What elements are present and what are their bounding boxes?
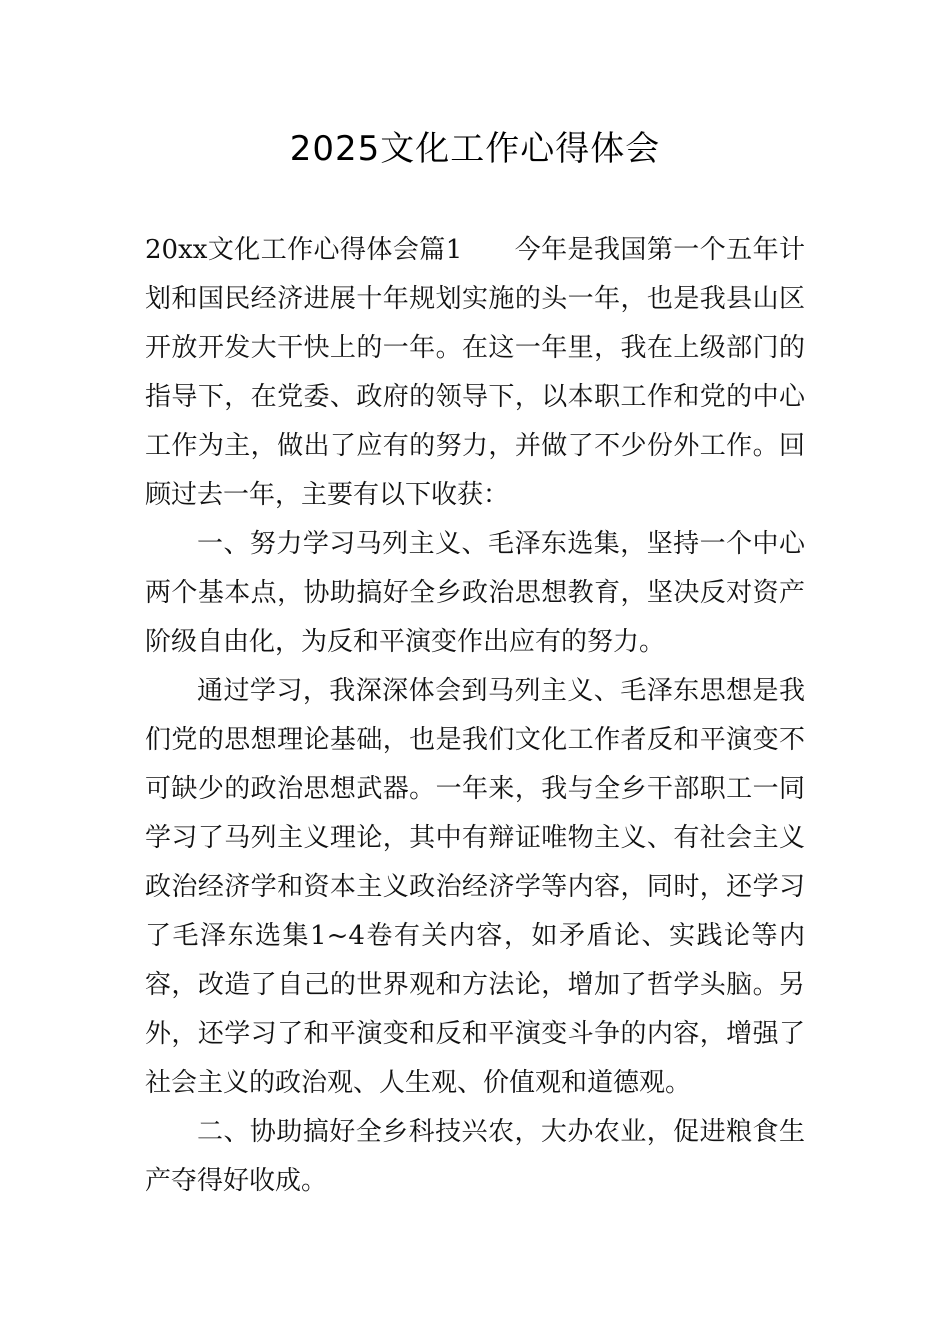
paragraph-4: 二、协助搞好全乡科技兴农，大办农业，促进粮食生产夺得好收成。 (145, 1117, 805, 1196)
section-heading: 20xx文化工作心得体会篇1 (145, 235, 463, 265)
document-body (145, 226, 805, 1206)
paragraph-2: 一、努力学习马列主义、毛泽东选集，坚持一个中心两个基本点，协助搞好全乡政治思想教育，坚决反对资产阶级自由化，为反和平演变作出应有的努力。 (145, 529, 805, 657)
paragraph-3: 通过学习，我深深体会到马列主义、毛泽东思想是我们党的思想理论基础，也是我们文化工作者反和平演变不可缺少的政治思想武器。一年来，我与全乡干部职工一同学习了马列主义理论，其中有辩证唯物主义、有社会主义政治经济学和资本主义政治经济学等内容，同时，还学习了毛泽东选集1~4卷有关内容，如矛盾论、实践论等内容，改造了自己的世界观和方法论，增加了哲学头脑。另外，还学习了和平演变和反和平演变斗争的内容，增强了社会主义的政治观、人生观、价值观和道德观。 (145, 676, 805, 1098)
document-title: 2025文化工作心得体会 (289, 129, 661, 169)
paragraph-1-text: 今年是我国第一个五年计划和国民经济进展十年规划实施的头一年，也是我县山区开放开发大干快上的一年。在这一年里，我在上级部门的指导下，在党委、政府的领导下，以本职工作和党的中心工作为主，做出了应有的努力，并做了不少份外工作。回顾过去一年，主要有以下收获： (145, 235, 805, 510)
paragraph-1 (145, 226, 805, 520)
